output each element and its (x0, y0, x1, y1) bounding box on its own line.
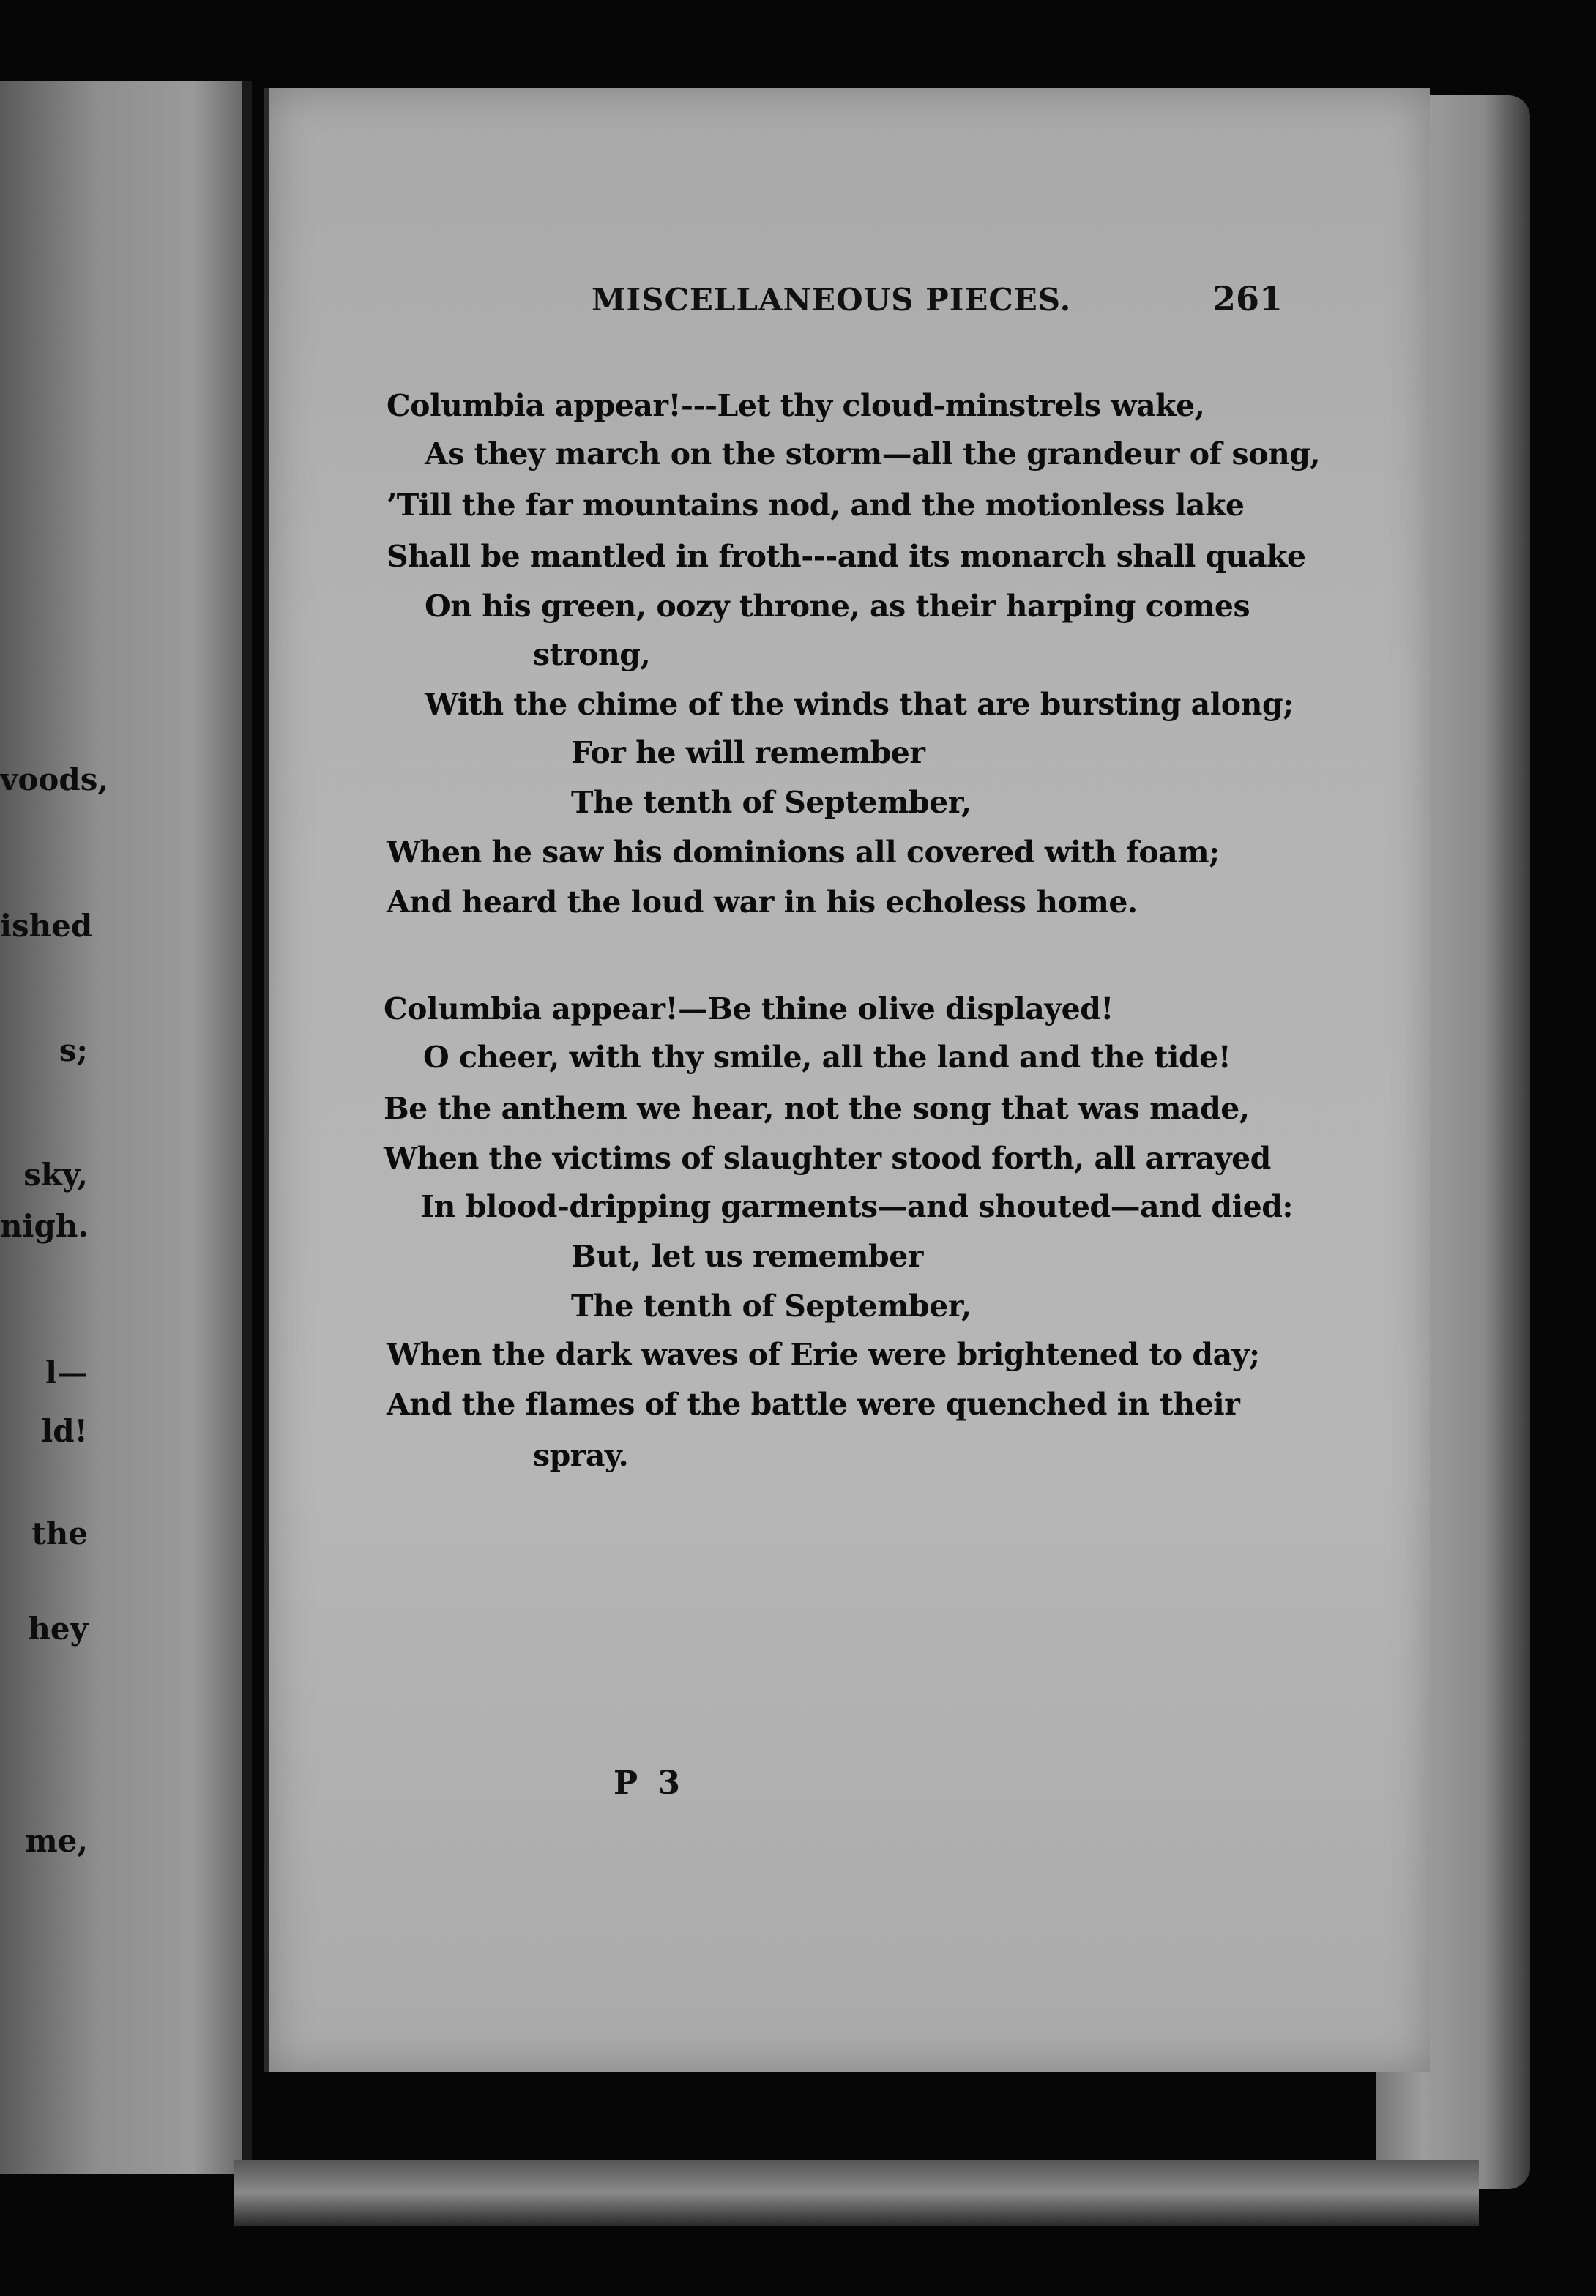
verse-line: The tenth of September, (571, 785, 972, 820)
verse-line: Shall be mantled in froth---and its monarch shall quake (387, 539, 1306, 574)
verse-line: And the flames of the battle were quenched in their (387, 1387, 1240, 1422)
verse-line: Be the anthem we hear, not the song that was made, (384, 1091, 1250, 1126)
verse-line: Columbia appear!—Be thine olive displayed! (384, 991, 1114, 1026)
signature-mark: P 3 (614, 1764, 685, 1802)
verse-line: ’Till the far mountains nod, and the motionless lake (387, 488, 1245, 523)
left-page-fragment: hey (28, 1611, 88, 1647)
left-page-fragment: s; (59, 1032, 88, 1068)
verse-line: On his green, oozy throne, as their harping comes (425, 589, 1250, 624)
verse-line: When the dark waves of Erie were brightened to day; (387, 1337, 1260, 1372)
verse-line: For he will remember (571, 735, 925, 770)
book-page (264, 88, 1430, 2072)
verse-line: strong, (533, 637, 651, 672)
page-number: 261 (1212, 279, 1283, 318)
left-page-fragment: voods, (0, 761, 109, 797)
left-page-fragment: ld! (41, 1413, 88, 1449)
verse-line: When he saw his dominions all covered with foam; (387, 835, 1220, 870)
left-facing-page (0, 81, 252, 2174)
left-page-fragment: l— (45, 1354, 88, 1390)
verse-line: And heard the loud war in his echoless home. (387, 884, 1138, 920)
book-bottom-edge (234, 2160, 1479, 2226)
verse-line: O cheer, with thy smile, all the land and the tide! (423, 1040, 1231, 1075)
left-page-fragment: me, (25, 1823, 88, 1859)
verse-line: With the chime of the winds that are bursting along; (425, 687, 1294, 722)
left-page-fragment: ished (0, 908, 93, 944)
verse-line: The tenth of September, (571, 1289, 972, 1324)
verse-line: spray. (533, 1438, 629, 1473)
left-page-fragment: sky, (23, 1157, 88, 1193)
verse-line: Columbia appear!---Let thy cloud-minstrels wake, (387, 388, 1205, 423)
left-page-fragment: nigh. (0, 1208, 89, 1244)
left-page-fragment: the (31, 1516, 88, 1551)
running-head-title: MISCELLANEOUS PIECES. (592, 282, 1072, 318)
verse-line: As they march on the storm—all the grandeur of song, (425, 436, 1321, 471)
verse-line: But, let us remember (571, 1239, 923, 1274)
verse-line: In blood-dripping garments—and shouted—and died: (420, 1189, 1294, 1224)
running-head (269, 279, 1430, 326)
verse-line: When the victims of slaughter stood forth, all arrayed (384, 1141, 1271, 1176)
